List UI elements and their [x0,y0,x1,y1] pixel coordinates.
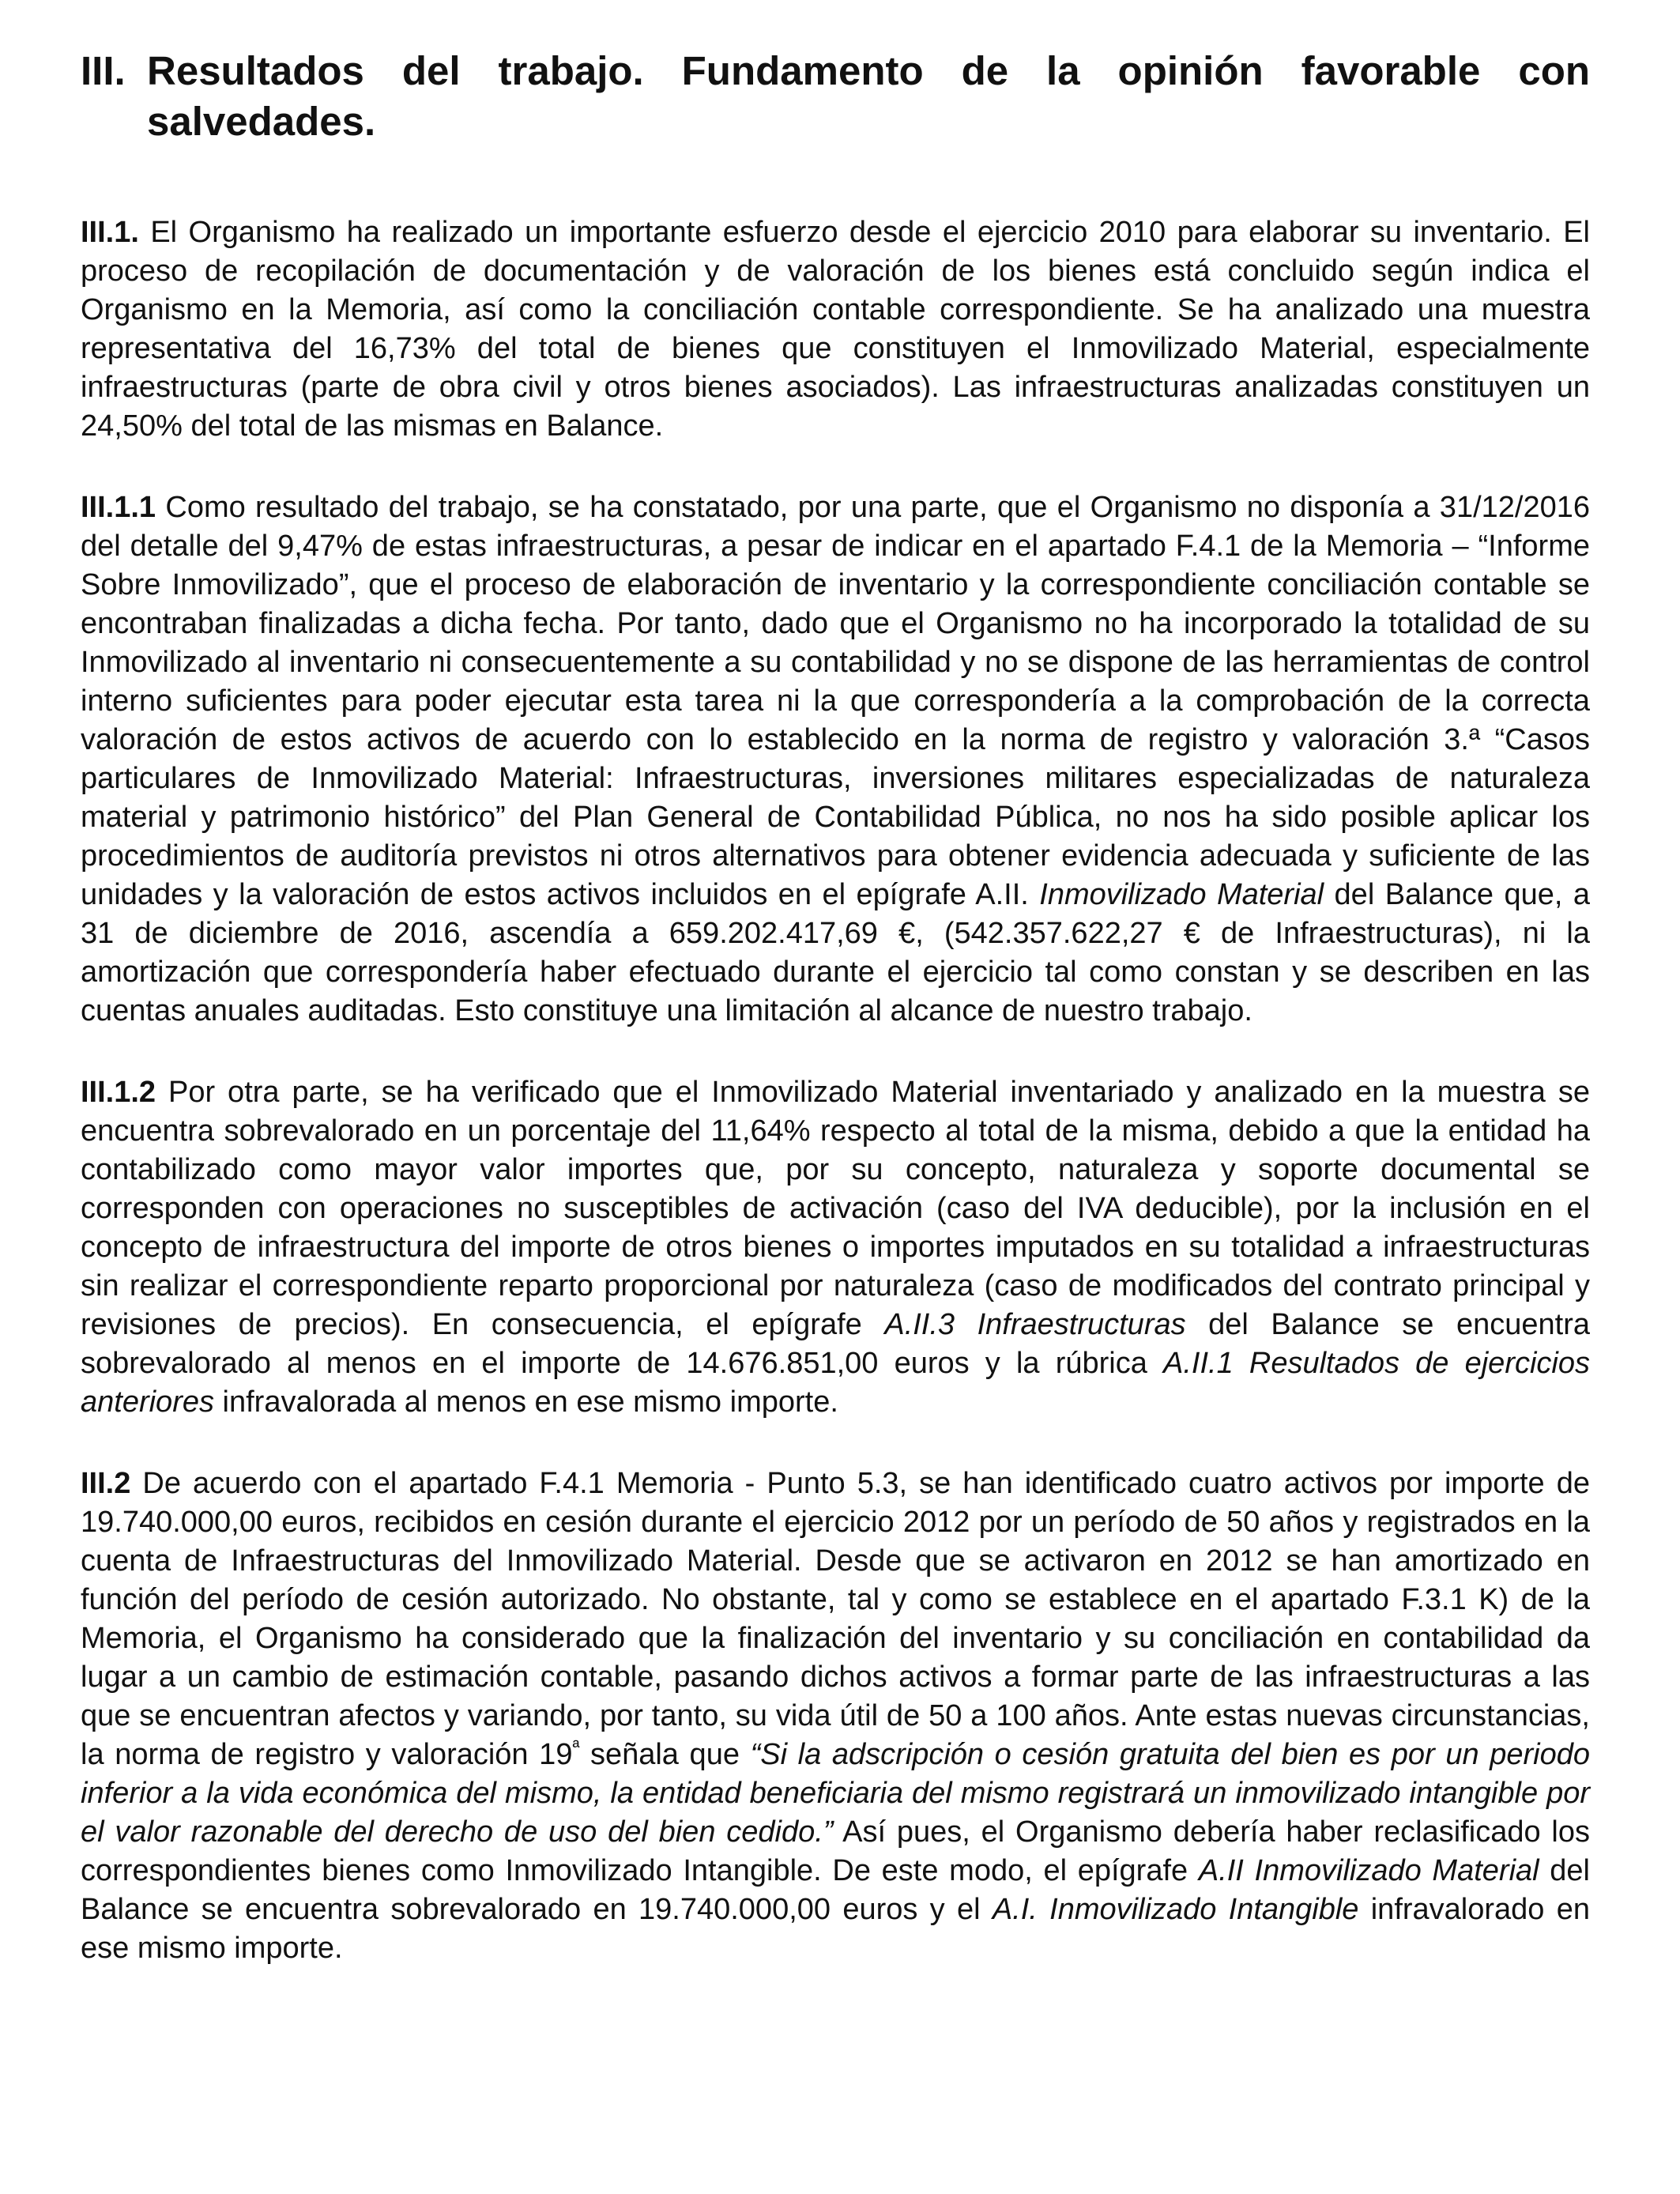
paragraph-text: infravalorado en ese mismo importe. [81,1893,1590,1965]
paragraph-text: El Organismo ha realizado un importante esfuerzo desde el ejercicio 2010 para elaborar su inventario. El proceso de recopilación de documentación y de valoración de los bienes está concluido según indica el Organismo en la Memoria, así como la conciliación contable correspondiente. Se ha analizado una muestra representativa del 16,73% del total de bienes que constituyen el Inmovilizado Material, especialmente infraestructuras (parte de obra civil y otros bienes asociados). Las infraestructuras analizadas constituyen un 24,50% del total de las mismas en Balance. [81,216,1590,443]
italic-term: A.II.1 Resultados de ejercicios anteriores [81,1347,1590,1419]
paragraph-iii-1-1 [81,488,1590,1031]
paragraph-text: señala que [579,1738,751,1771]
paragraph-label: III.2 [81,1467,131,1500]
paragraph-text: De acuerdo con el apartado F.4.1 Memoria - Punto 5.3, se han identificado cuatro activos por importe de 19.740.000,00 euros, recibidos en cesión durante el ejercicio 2012 por un período de 50 años y registrados en la cuenta de Infraestructuras del Inmovilizado Material. Desde que se activaron en 2012 se han amortizado en función del período de cesión autorizado. No obstante, tal y como se establece en el apartado F.3.1 K) de la Memoria, el Organismo ha considerado que la finalización del inventario y su conciliación en contabilidad da lugar a un cambio de estimación contable, pasando dichos activos a formar parte de las infraestructuras a las que se encuentran afectos y variando, por tanto, su vida útil de 50 a 100 años. Ante estas nuevas circunstancias, la norma de registro y valoración 19 [81,1467,1590,1771]
paragraph-text: del Balance se encuentra sobrevalorado al menos en el importe de 14.676.851,00 euros y la rúbrica [81,1308,1590,1380]
paragraph-text: Por otra parte, se ha verificado que el Inmovilizado Material inventariado y analizado en la muestra se encuentra sobrevalorado en un porcentaje del 11,64% respecto al total de la misma, debido a que la entidad ha contabilizado como mayor valor importes que, por su concepto, naturaleza y soporte documental se corresponden con operaciones no susceptibles de activación (caso del IVA deducible), por la inclusión en el concepto de infraestructura del importe de otros bienes o importes imputados en su totalidad a infraestructuras sin realizar el correspondiente reparto proporcional por naturaleza (caso de modificados del contrato principal y revisiones de precios). En consecuencia, el epígrafe [81,1076,1590,1341]
paragraph-text: del Balance que, a 31 de diciembre de 2016, ascendía a 659.202.417,69 €, (542.357.622,27 € de Infraestructuras), ni la amortización que correspondería haber efectuado durante el ejercicio tal como constan y se describen en las cuentas anuales auditadas. Esto constituye una limitación al alcance de nuestro trabajo. [81,878,1590,1027]
paragraph-label: III.1. [81,216,139,249]
italic-term: Inmovilizado Material [1039,878,1324,911]
paragraph-text: Como resultado del trabajo, se ha constatado, por una parte, que el Organismo no disponía a 31/12/2016 del detalle del 9,47% de estas infraestructuras, a pesar de indicar en el apartado F.4.1 de la Memoria – “Informe Sobre Inmovilizado”, que el proceso de elaboración de inventario y la correspondiente conciliación contable se encontraban finalizadas a dicha fecha. Por tanto, dado que el Organismo no ha incorporado la totalidad de su Inmovilizado al inventario ni consecuentemente a su contabilidad y no se dispone de las herramientas de control interno suficientes para poder ejecutar esta tarea ni la que correspondería a la comprobación de la correcta valoración de estos activos de acuerdo con lo establecido en la norma de registro y valoración 3.ª “Casos particulares de Inmovilizado Material: Infraestructuras, inversiones militares especializadas de naturaleza material y patrimonio histórico” del Plan General de Contabilidad Pública, no nos ha sido posible aplicar los procedimientos de auditoría previstos ni otros alternativos para obtener evidencia adecuada y suficiente de las unidades y la valoración de estos activos incluidos en el epígrafe A.II. [81,491,1590,911]
italic-term: A.I. Inmovilizado Intangible [992,1893,1359,1926]
paragraph-label: III.1.2 [81,1076,156,1109]
document-page [81,46,1590,2011]
paragraph-iii-1 [81,213,1590,446]
ordinal-superscript: ª [572,1736,580,1759]
paragraph-label: III.1.1 [81,491,156,524]
section-number: III. [81,48,126,93]
italic-term: A.II.3 Infraestructuras [884,1308,1186,1341]
paragraph-text: del Balance se encuentra sobrevalorado en 19.740.000,00 euros y el [81,1854,1590,1926]
paragraph-iii-1-2 [81,1073,1590,1422]
paragraph-iii-2 [81,1465,1590,1968]
paragraph-text: infravalorada al menos en ese mismo importe. [213,1385,838,1419]
italic-quote: “Si la adscripción o cesión gratuita del bien es por un periodo inferior a la vida económica del mismo, la entidad beneficiaria del mismo registrará un inmovilizado intangible por el valor razonable del derecho de uso del bien cedido.” [81,1738,1590,1849]
section-heading [81,46,1590,147]
section-title: Resultados del trabajo. Fundamento de la opinión favorable con salvedades. [147,48,1590,144]
paragraph-text: Así pues, el Organismo debería haber reclasificado los correspondientes bienes como Inmovilizado Intangible. De este modo, el epígrafe [81,1815,1590,1887]
italic-term: A.II Inmovilizado Material [1198,1854,1539,1887]
